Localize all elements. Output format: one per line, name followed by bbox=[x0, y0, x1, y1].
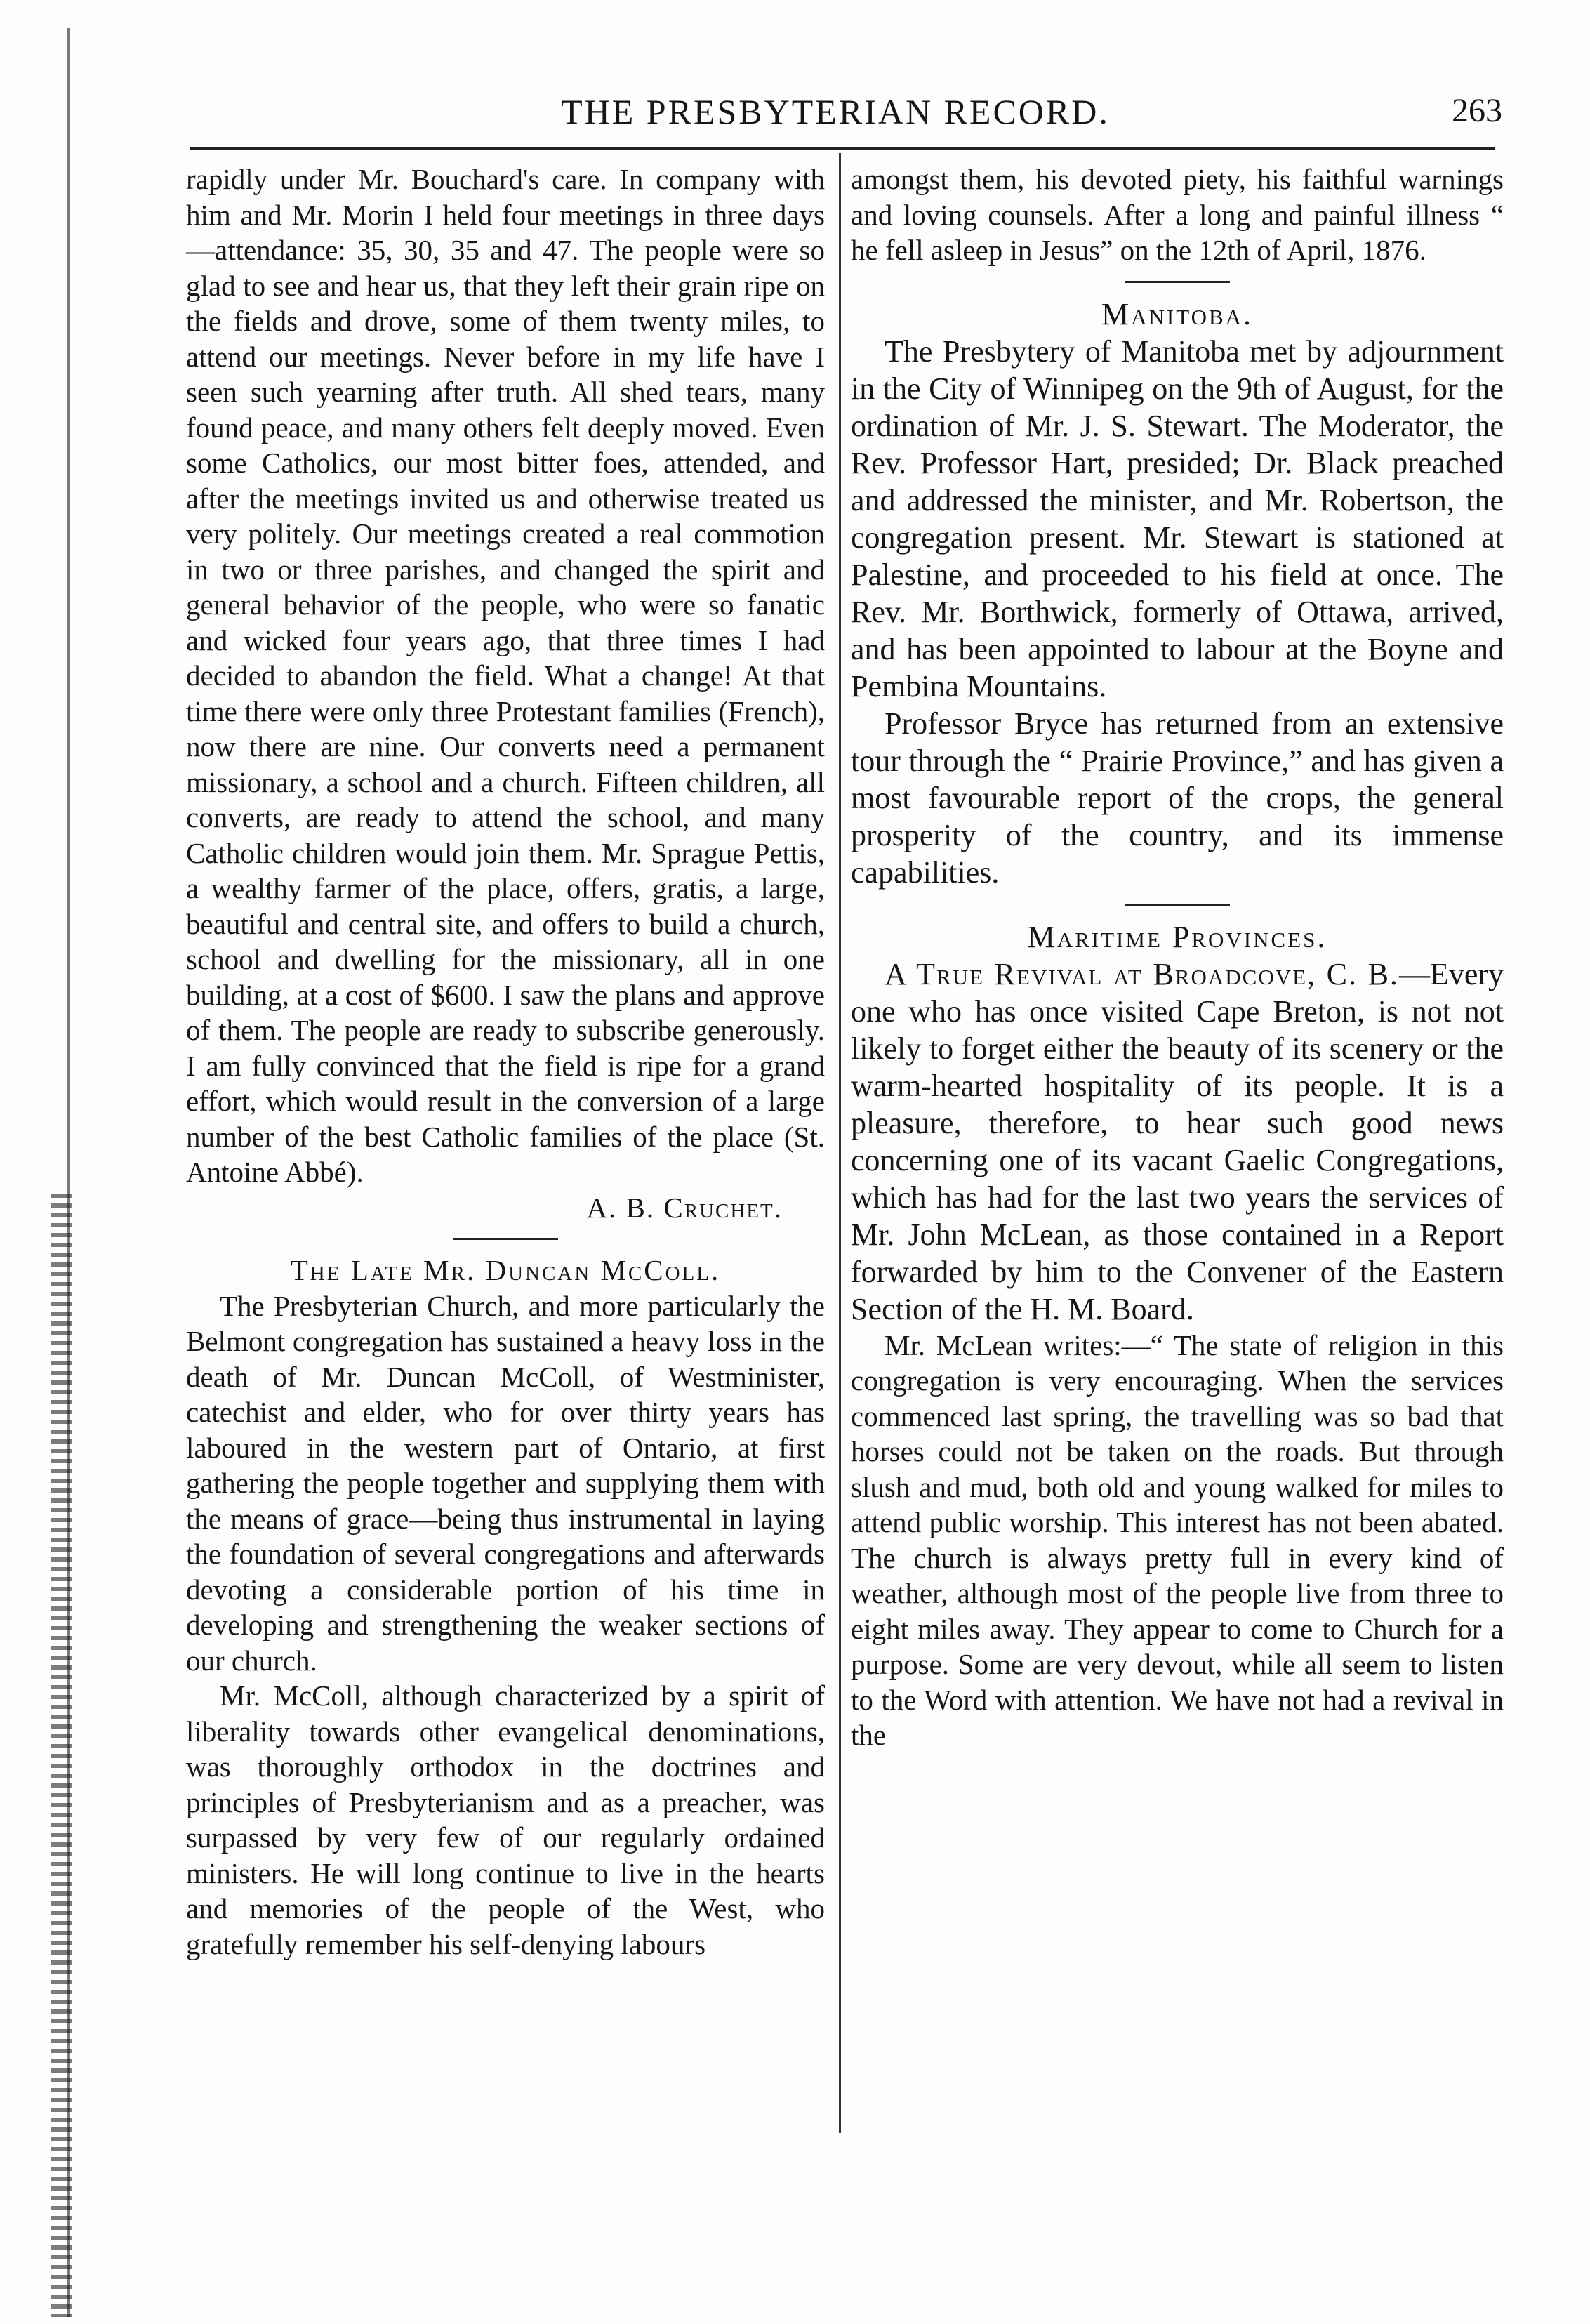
manitoba-paragraph: The Presbytery of Manitoba met by adjournment in the City of Winnipeg on the 9th of August, for the ordination of Mr. J. S. Stewart. The Moderator, the Rev. Professor Hart, presided; Dr. Black preached and addressed the minister, and Mr. Robertson, the congregation present. Mr. Stewart is stationed at Palestine, and proceeded to his field at once. The Rev. Mr. Borthwick, formerly of Ottawa, arrived, and has been appointed to labour at the Boyne and Pembina Mountains. bbox=[851, 334, 1504, 704]
manitoba-paragraph: Professor Bryce has returned from an extensive tour through the “ Prairie Province,” and has given a most favourable report of the crops, the general prosperity of the country, and its immense capabilities. bbox=[851, 706, 1504, 890]
section-divider bbox=[1125, 904, 1230, 906]
running-header bbox=[168, 84, 1502, 147]
revival-lead-text: —Every one who has once visited Cape Breton, is not not likely to forget either the beauty of its scenery or the warm-hearted hospitality of its people. It is a pleasure, therefore, to hear such good news concerning one of its vacant Gaelic Congregations, which has had for the last two years the services of Mr. John McLean, as those contained in a Report forwarded by him to the Convener of the Eastern Section of the H. M. Board. bbox=[851, 956, 1504, 1326]
obituary-heading: The Late Mr. Duncan McColl. bbox=[290, 1254, 721, 1286]
right-column bbox=[851, 161, 1504, 1753]
header-rule bbox=[190, 147, 1495, 150]
revival-paragraph bbox=[851, 956, 1504, 1328]
letter-signature: A. B. Cruchet. bbox=[586, 1191, 783, 1224]
column-divider bbox=[839, 153, 841, 2133]
revival-report-paragraph: Mr. McLean writes:—“ The state of religion in this congregation is very encouraging. When the services commenced last spring, the travelling was so bad that horses could not be taken on the roads. But through slush and mud, both old and young walked for miles to attend public worship. This interest has not been abated. The church is always pretty full in every kind of weather, although most of the people live from three to eight miles away. They appear to come to Church for a purpose. Some are very devout, while all seem to listen to the Word with attention. We have not had a revival in the bbox=[851, 1328, 1504, 1751]
obituary-paragraph: Mr. McColl, although characterized by a spirit of liberality towards other evangelical denominations, was thoroughly orthodox in the doctrines and principles of Presbyterianism and as a preacher, was surpassed by very few of our regularly ordained ministers. He will long continue to live in the hearts and memories of the people of the West, who gratefully remember his self-denying labours bbox=[186, 1679, 825, 1960]
section-divider bbox=[453, 1238, 558, 1240]
manitoba-heading: Manitoba. bbox=[1101, 296, 1254, 331]
page-number: 263 bbox=[1452, 92, 1502, 129]
cruchet-letter-text: rapidly under Mr. Bouchard's care. In company with him and Mr. Morin I held four meetings in three days—attendance: 35, 30, 35 and 47. The people were so glad to see and hear us, that they left their grain ripe on the fields and drove, some of them twenty miles, to attend our meetings. Never before in my life have I seen such yearning after truth. All shed tears, many found peace, and many others felt deeply moved. Even some Catholics, our most bitter foes, attended, and after the meetings invited us and otherwise treated us very politely. Our meetings created a real commotion in two or three parishes, and changed the spirit and general behavior of the people, who were so fanatic and wicked four years ago, that three times I had decided to abandon the field. What a change! At that time there were only three Protestant families (French), now there are nine. Our converts need a permanent missionary, a school and a church. Fifteen children, all converts, are ready to attend the school, and many Catholic children would join them. Mr. Sprague Pettis, a wealthy farmer of the place, offers, gratis, a large, beautiful and central site, and offers to build a church, school and dwelling for the missionary, all in one building, at a cost of $600. I saw the plans and approve of them. The people are ready to subscribe generously. I am fully convinced that the field is ripe for a grand effort, which would result in the conversion of a large number of the best Catholic families of the place (St. Antoine Abbé). bbox=[186, 163, 825, 1188]
publication-title: THE PRESBYTERIAN RECORD. bbox=[561, 92, 1110, 131]
left-column bbox=[186, 161, 825, 1962]
section-divider bbox=[1125, 281, 1230, 283]
scan-edge-marks bbox=[51, 1194, 72, 2317]
maritime-heading: Maritime Provinces. bbox=[1027, 919, 1327, 954]
obituary-continued-text: amongst them, his devoted piety, his faithful warnings and loving counsels. After a long and painful illness “ he fell asleep in Jesus” on the 12th of April, 1876. bbox=[851, 163, 1504, 266]
obituary-paragraph: The Presbyterian Church, and more particularly the Belmont congregation has sustained a heavy loss in the death of Mr. Duncan McColl, of Westminister, catechist and elder, who for over thirty years has laboured in the western part of Ontario, at first gathering the people together and supplying them with the means of grace—being thus instrumental in laying the foundation of several congregations and afterwards devoting a considerable portion of his time in developing and strengthening the weaker sections of our church. bbox=[186, 1289, 825, 1677]
revival-lead-title: A True Revival at Broadcove, C. B. bbox=[885, 956, 1399, 991]
